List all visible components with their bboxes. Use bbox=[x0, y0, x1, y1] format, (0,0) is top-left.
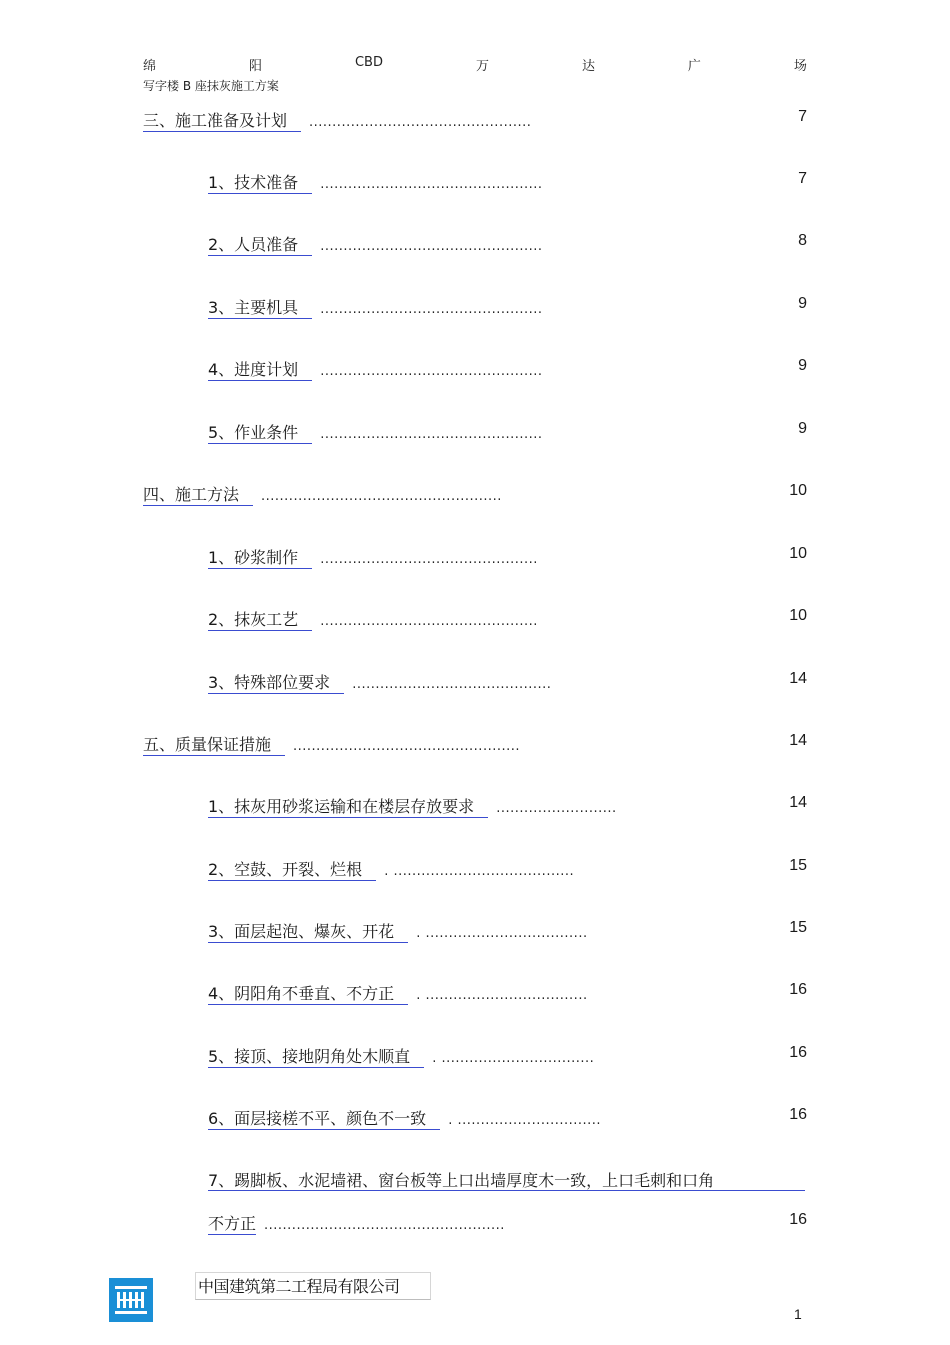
company-logo-icon bbox=[109, 1278, 153, 1322]
toc-link[interactable]: 3、特殊部位要求 bbox=[208, 670, 344, 694]
toc-leader: .................................................... bbox=[261, 489, 502, 504]
toc-link[interactable]: 5、作业条件 bbox=[208, 420, 312, 444]
toc-page-number: 7 bbox=[798, 170, 807, 187]
toc-page-number: 14 bbox=[789, 670, 807, 687]
toc-page-number: 15 bbox=[789, 857, 807, 874]
toc-page-number: 10 bbox=[789, 607, 807, 624]
header-char: 万 bbox=[475, 59, 489, 74]
toc-page-number: 10 bbox=[789, 545, 807, 562]
header-char: CBD bbox=[354, 55, 383, 70]
toc-leader: .......................... bbox=[496, 801, 617, 816]
toc-entry[interactable] bbox=[208, 607, 807, 631]
toc-leader: ................................................ bbox=[320, 364, 543, 379]
toc-page-number: 9 bbox=[798, 295, 807, 312]
toc-entry[interactable] bbox=[208, 170, 807, 194]
toc-page-number: 7 bbox=[798, 108, 807, 125]
toc-leader: ................................................. bbox=[293, 739, 520, 754]
footer-company-name: 中国建筑第二工程局有限公司 bbox=[195, 1272, 431, 1300]
toc-leader: ................................................ bbox=[320, 177, 543, 192]
toc-link[interactable]: 2、人员准备 bbox=[208, 232, 312, 256]
toc-entry[interactable] bbox=[208, 295, 807, 319]
toc-entry[interactable] bbox=[208, 545, 807, 569]
toc-page-number: 14 bbox=[789, 794, 807, 811]
toc-entry[interactable] bbox=[143, 482, 807, 506]
toc-link[interactable]: 2、空鼓、开裂、烂根 bbox=[208, 857, 376, 881]
toc-leader: . ....................................... bbox=[384, 864, 575, 879]
toc-leader: . ................................. bbox=[432, 1051, 595, 1066]
toc-leader: .................................................... bbox=[264, 1218, 505, 1233]
toc-leader: ................................................ bbox=[320, 239, 543, 254]
toc-link[interactable]: 3、面层起泡、爆灰、开花 bbox=[208, 919, 408, 943]
footer-page-number: 1 bbox=[794, 1306, 802, 1322]
toc-link[interactable]: 三、施工准备及计划 bbox=[143, 108, 301, 132]
toc-link[interactable]: 1、技术准备 bbox=[208, 170, 312, 194]
toc-link[interactable]: 3、主要机具 bbox=[208, 295, 312, 319]
toc-page-number: 14 bbox=[789, 732, 807, 749]
toc-link[interactable]: 4、进度计划 bbox=[208, 357, 312, 381]
toc-leader: ................................................ bbox=[309, 115, 532, 130]
toc-page-number: 16 bbox=[789, 981, 807, 998]
toc-entry[interactable] bbox=[208, 357, 807, 381]
cscec-logo-icon bbox=[109, 1278, 153, 1322]
toc-link-wrapped[interactable]: 7、踢脚板、水泥墙裙、窗台板等上口出墙厚度木一致，上口毛刺和口角 bbox=[208, 1168, 805, 1191]
toc-leader: ................................................ bbox=[320, 427, 543, 442]
header-char: 阳 bbox=[248, 59, 262, 74]
toc-entry[interactable] bbox=[208, 1211, 807, 1235]
toc-entry[interactable] bbox=[208, 794, 807, 818]
toc-leader: . ................................... bbox=[416, 988, 588, 1003]
header-char: 达 bbox=[581, 59, 595, 74]
header-char: 绵 bbox=[143, 59, 157, 74]
toc-page-number: 9 bbox=[798, 420, 807, 437]
toc-link[interactable]: 6、面层接槎不平、颜色不一致 bbox=[208, 1106, 440, 1130]
toc-page-number: 10 bbox=[789, 482, 807, 499]
toc-leader: . ................................... bbox=[416, 926, 588, 941]
toc-leader: ............................................... bbox=[320, 614, 538, 629]
toc-link[interactable]: 五、质量保证措施 bbox=[143, 732, 285, 756]
toc-link[interactable]: 四、施工方法 bbox=[143, 482, 253, 506]
toc-page-number: 16 bbox=[789, 1106, 807, 1123]
toc-link[interactable]: 4、阴阳角不垂直、不方正 bbox=[208, 981, 408, 1005]
toc-page-number: 9 bbox=[798, 357, 807, 374]
header-subtitle: 写字楼 B 座抹灰施工方案 bbox=[143, 79, 279, 93]
toc-entry[interactable] bbox=[208, 232, 807, 256]
toc-entry[interactable] bbox=[208, 981, 807, 1005]
header-char: 场 bbox=[793, 59, 807, 74]
toc-entry[interactable] bbox=[143, 108, 807, 132]
toc-leader: . ............................... bbox=[448, 1113, 602, 1128]
toc-link[interactable]: 1、抹灰用砂浆运输和在楼层存放要求 bbox=[208, 794, 488, 818]
toc-entry[interactable] bbox=[143, 732, 807, 756]
toc-entry[interactable] bbox=[208, 857, 807, 881]
toc-entry[interactable] bbox=[208, 1106, 807, 1130]
toc-link-continuation[interactable]: 不方正 bbox=[208, 1211, 256, 1235]
toc-page-number: 8 bbox=[798, 232, 807, 249]
toc-page-number: 15 bbox=[789, 919, 807, 936]
toc-entry[interactable] bbox=[208, 919, 807, 943]
toc-leader: ................................................ bbox=[320, 302, 543, 317]
toc-entry[interactable] bbox=[208, 1044, 807, 1068]
toc-page-number: 16 bbox=[789, 1211, 807, 1228]
toc-link[interactable]: 1、砂浆制作 bbox=[208, 545, 312, 569]
toc-leader: ............................................... bbox=[320, 552, 538, 567]
header-char: 广 bbox=[687, 59, 701, 74]
page-header bbox=[143, 55, 807, 74]
toc-entry[interactable] bbox=[208, 420, 807, 444]
toc-link[interactable]: 5、接顶、接地阴角处木顺直 bbox=[208, 1044, 424, 1068]
toc-leader: ........................................... bbox=[352, 677, 552, 692]
toc-page-number: 16 bbox=[789, 1044, 807, 1061]
toc-entry[interactable] bbox=[208, 670, 807, 694]
toc-link[interactable]: 2、抹灰工艺 bbox=[208, 607, 312, 631]
